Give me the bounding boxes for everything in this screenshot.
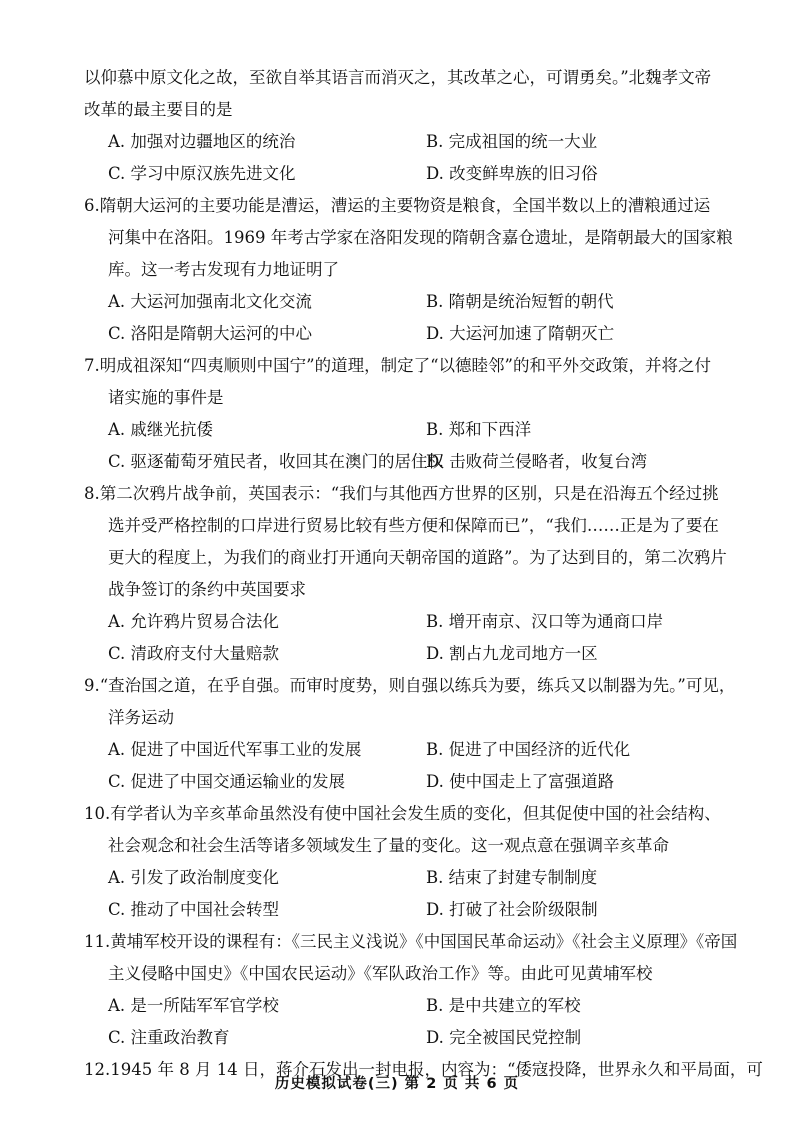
question-text-line: 改革的最主要目的是 [84,100,233,119]
option-d: D. 使中国走上了富强道路 [426,772,615,791]
option-c: C. 注重政治教育 [108,1028,230,1047]
question-text-line: 以仰慕中原文化之故，至欲自举其语言而消灭之，其改革之心，可谓勇矣。”北魏孝文帝 [84,68,712,87]
option-b: B. 增开南京、汉口等为通商口岸 [426,612,664,631]
option-a: A. 引发了政治制度变化 [108,868,279,887]
option-a: A. 戚继光抗倭 [108,420,213,439]
question-text-line: 主义侵略中国史》《中国农民运动》《军队政治工作》等。由此可见黄埔军校 [108,964,653,983]
options-grid [84,126,734,190]
option-d: D. 割占九龙司地方一区 [426,644,598,663]
question-number: 7. [84,356,100,375]
question-10 [84,798,734,926]
question-text-line: 更大的程度上，为我们的商业打开通向天朝帝国的道路”。为了达到目的，第二次鸦片 [108,548,727,567]
option-a: A. 促进了中国近代军事工业的发展 [108,740,362,759]
option-a: A. 是一所陆军军官学校 [108,996,279,1015]
option-d: D. 大运河加速了隋朝灭亡 [426,324,615,343]
question-text-line: 第二次鸦片战争前，英国表示：“我们与其他西方世界的区别，只是在沿海五个经过挑 [99,484,719,503]
option-c: C. 清政府支付大量赔款 [108,644,280,663]
option-c: C. 学习中原汉族先进文化 [108,164,296,183]
question-text-line: 社会观念和社会生活等诸多领域发生了量的变化。这一观点意在强调辛亥革命 [108,836,669,855]
question-7 [84,350,734,478]
option-c: C. 洛阳是隋朝大运河的中心 [108,324,313,343]
question-number: 8. [84,484,100,503]
question-text-line: 战争签订的条约中英国要求 [108,580,306,599]
option-d: D. 打破了社会阶级限制 [426,900,598,919]
option-d: D. 改变鲜卑族的旧习俗 [426,164,598,183]
options-grid [84,606,734,670]
question-text-line: 诸实施的事件是 [108,388,224,407]
question-text-line: 有学者认为辛亥革命虽然没有使中国社会发生质的变化，但其促使中国的社会结构、 [110,804,721,823]
option-b: B. 结束了封建专制制度 [426,868,598,887]
question-text-line: 黄埔军校开设的课程有：《三民主义浅说》《中国国民革命运动》《社会主义原理》《帝国 [110,932,738,951]
question-11 [84,926,738,1054]
question-5-continued [84,62,734,190]
question-6 [84,190,734,350]
question-number: 11. [84,932,111,951]
question-text-line: 库。这一考古发现有力地证明了 [108,260,339,279]
question-text-line: 明成祖深知“四夷顺则中国宁”的道理，制定了“以德睦邻”的和平外交政策，并将之付 [99,356,711,375]
options-grid [84,286,734,350]
question-number: 6. [84,196,100,215]
question-text-line: “查治国之道，在乎自强。而审时度势，则自强以练兵为要，练兵又以制器为先。”可见， [99,676,736,695]
question-text-line: 选并受严格控制的口岸进行贸易比较有些方便和保障而已”，“我们……正是为了要在 [108,516,719,535]
page-footer: 历史模拟试卷(三) 第 2 页 共 6 页 [274,1076,520,1092]
option-b: B. 隋朝是统治短暂的朝代 [426,292,614,311]
option-b: B. 完成祖国的统一大业 [426,132,598,151]
question-number: 10. [84,804,111,823]
option-b: B. 是中共建立的军校 [426,996,581,1015]
question-8 [84,478,734,670]
option-a: A. 大运河加强南北文化交流 [108,292,312,311]
option-b: B. 促进了中国经济的近代化 [426,740,631,759]
options-grid [84,862,734,926]
option-a: A. 允许鸦片贸易合法化 [108,612,279,631]
option-d: D. 击败荷兰侵略者，收复台湾 [426,452,648,471]
question-text-line: 1945 年 8 月 14 日，蒋介石发出一封电报，内容为：“倭寇投降，世界永久和平局面，可 [110,1060,763,1079]
options-grid [84,414,734,478]
exam-content [84,62,763,1086]
option-c: C. 促进了中国交通运输业的发展 [108,772,346,791]
option-d: D. 完全被国民党控制 [426,1028,582,1047]
options-grid [84,990,734,1054]
option-c: C. 驱逐葡萄牙殖民者，收回其在澳门的居住权 [108,452,445,471]
question-text-line: 洋务运动 [108,708,174,727]
option-b: B. 郑和下西洋 [426,420,532,439]
option-a: A. 加强对边疆地区的统治 [108,132,296,151]
question-number: 9. [84,676,100,695]
question-text-line: 河集中在洛阳。1969 年考古学家在洛阳发现的隋朝含嘉仓遗址，是隋朝最大的国家粮 [108,228,733,247]
question-text-line: 隋朝大运河的主要功能是漕运，漕运的主要物资是粮食，全国半数以上的漕粮通过运 [99,196,711,215]
question-number: 12. [84,1060,111,1079]
options-grid [84,734,734,798]
question-9 [84,670,734,798]
option-c: C. 推动了中国社会转型 [108,900,280,919]
